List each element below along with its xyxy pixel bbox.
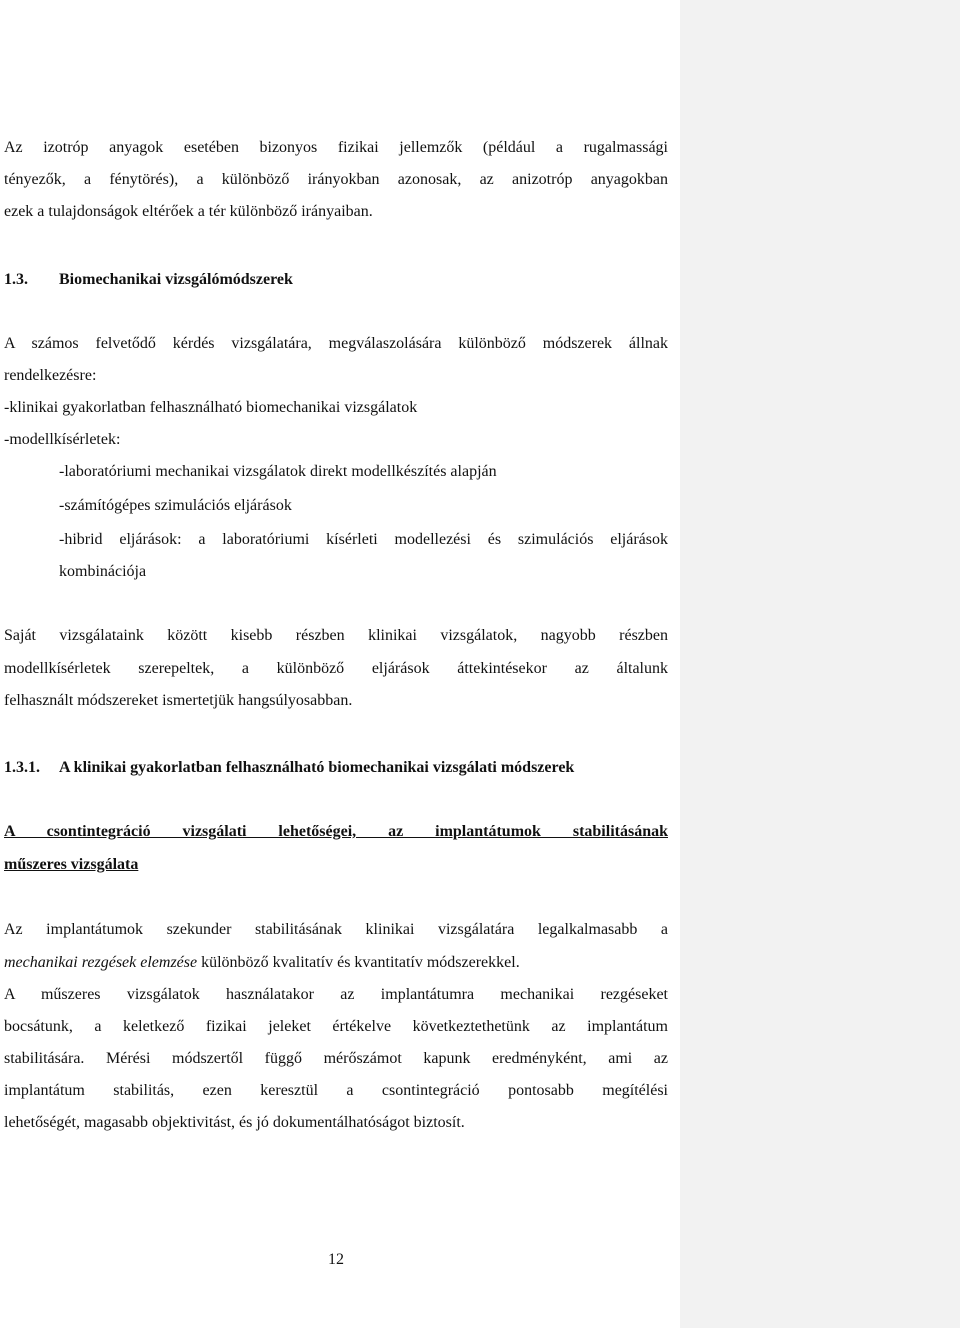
subheading-line-2: műszeres vizsgálata	[4, 856, 139, 873]
sublist-item: -laboratóriumi mechanikai vizsgálatok direkt modellkészítés alapján	[59, 463, 497, 480]
comment-margin-pane	[680, 0, 960, 1328]
para3-line: implantátum stabilitás, ezen keresztül a csontintegráció pontosabb megítélési	[4, 1082, 668, 1099]
para3-line-1: Az implantátumok szekunder stabilitásának klinikai vizsgálatára legalkalmasabb a	[4, 921, 668, 938]
para2-line-2: modellkísérletek szerepeltek, a különböző eljárások áttekintésekor az általunk	[4, 660, 668, 677]
subsection-heading	[4, 758, 668, 778]
sublist-item: -hibrid eljárások: a laboratóriumi kísérleti modellezési és szimulációs eljárások	[59, 531, 668, 548]
para3-line-2	[4, 953, 668, 973]
section-para-line-2: rendelkezésre:	[4, 367, 97, 384]
para3-line: bocsátunk, a keletkező fizikai jeleket értékelve következtethetünk az implantátum	[4, 1018, 668, 1035]
para3-line: stabilitására. Mérési módszertől függő mérőszámot kapunk eredményként, ami az	[4, 1050, 668, 1067]
sublist-item-continuation: kombinációja	[59, 563, 147, 580]
para3-line: A műszeres vizsgálatok használatakor az implantátumra mechanikai rezgéseket	[4, 986, 668, 1003]
italic-term: mechanikai rezgések elemzése	[4, 954, 198, 971]
subsection-number: 1.3.1.	[4, 759, 40, 776]
section-heading	[4, 270, 668, 290]
section-number: 1.3.	[4, 271, 28, 288]
list-item: -klinikai gyakorlatban felhasználható biomechanikai vizsgálatok	[4, 399, 418, 416]
para2-line-3: felhasznált módszereket ismertetjük hangsúlyosabban.	[4, 692, 353, 709]
intro-line-3: ezek a tulajdonságok eltérőek a tér különböző irányaiban.	[4, 203, 373, 220]
subheading-line-1: A csontintegráció vizsgálati lehetőségei, az implantátumok stabilitásának	[4, 823, 668, 840]
section-title: Biomechanikai vizsgálómódszerek	[59, 271, 293, 288]
subsection-title: A klinikai gyakorlatban felhasználható biomechanikai vizsgálati módszerek	[59, 759, 575, 776]
sublist-item: -számítógépes szimulációs eljárások	[59, 497, 292, 514]
para3-line-2-rest: különböző kvalitatív és kvantitatív módszerekkel.	[197, 954, 520, 971]
intro-line-1: Az izotróp anyagok esetében bizonyos fizikai jellemzők (például a rugalmassági	[4, 139, 668, 156]
page-number: 12	[328, 1251, 344, 1268]
intro-line-2: tényezők, a fénytörés), a különböző irányokban azonosak, az anizotróp anyagokban	[4, 171, 668, 188]
para3-line: lehetőségét, magasabb objektivitást, és jó dokumentálhatóságot biztosít.	[4, 1114, 465, 1131]
para2-line-1: Saját vizsgálataink között kisebb részben klinikai vizsgálatok, nagyobb részben	[4, 627, 668, 644]
section-para-line-1: A számos felvetődő kérdés vizsgálatára, megválaszolására különböző módszerek állnak	[4, 335, 668, 352]
list-item: -modellkísérletek:	[4, 431, 121, 448]
